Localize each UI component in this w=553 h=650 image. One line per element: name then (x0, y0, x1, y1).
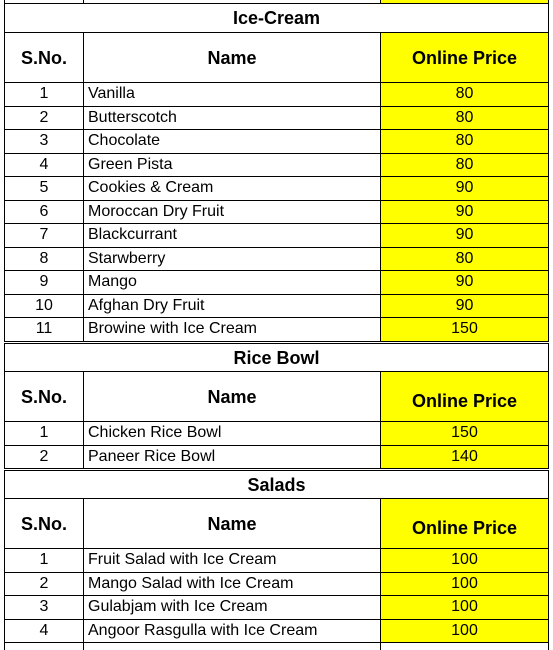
row-online-price: 80 (381, 154, 549, 178)
row-item-name: Chicken Rice Bowl (84, 422, 381, 446)
column-header-name: Name (84, 372, 381, 422)
row-sno: 1 (4, 422, 84, 446)
row-item-name: Paneer Rice Bowl (84, 446, 381, 470)
row-sno: 2 (4, 573, 84, 597)
row-item-name: Green Pista (84, 154, 381, 178)
row-sno: 10 (4, 295, 84, 319)
row-online-price: 140 (381, 446, 549, 470)
column-header-sno: S.No. (4, 372, 84, 422)
section-title: Ice-Cream (4, 4, 549, 33)
row-sno: 8 (4, 248, 84, 272)
row-sno: 2 (4, 446, 84, 470)
row-online-price: 90 (381, 177, 549, 201)
row-online-price: 80 (381, 83, 549, 107)
row-sno: 11 (4, 318, 84, 342)
row-sno: 4 (4, 620, 84, 644)
row-item-name: Mango (84, 271, 381, 295)
column-header-sno: S.No. (4, 499, 84, 549)
row-item-name: Fruit Salad with Ice Cream (84, 549, 381, 573)
row-online-price: 90 (381, 295, 549, 319)
row-sno: 1 (4, 549, 84, 573)
column-header-sno: S.No. (4, 33, 84, 83)
bottom-stub (84, 640, 381, 650)
row-item-name: Starwberry (84, 248, 381, 272)
row-item-name: Chocolate (84, 130, 381, 154)
column-header-online-price: Online Price (381, 372, 549, 422)
row-item-name: Browine with Ice Cream (84, 318, 381, 342)
row-sno: 1 (4, 83, 84, 107)
row-item-name: Butterscotch (84, 107, 381, 131)
column-header-online-price: Online Price (381, 33, 549, 83)
row-sno: 3 (4, 130, 84, 154)
row-item-name: Cookies & Cream (84, 177, 381, 201)
row-item-name: Gulabjam with Ice Cream (84, 596, 381, 620)
column-header-online-price: Online Price (381, 499, 549, 549)
row-item-name: Vanilla (84, 83, 381, 107)
section-title: Rice Bowl (4, 343, 549, 372)
row-item-name: Mango Salad with Ice Cream (84, 573, 381, 597)
row-item-name: Moroccan Dry Fruit (84, 201, 381, 225)
bottom-stub (4, 640, 84, 650)
row-sno: 5 (4, 177, 84, 201)
row-online-price: 80 (381, 248, 549, 272)
row-online-price: 80 (381, 130, 549, 154)
row-online-price: 90 (381, 271, 549, 295)
row-online-price: 100 (381, 596, 549, 620)
row-online-price: 150 (381, 318, 549, 342)
row-online-price: 90 (381, 201, 549, 225)
row-online-price: 150 (381, 422, 549, 446)
row-online-price: 100 (381, 573, 549, 597)
row-online-price: 100 (381, 620, 549, 644)
section-title: Salads (4, 470, 549, 499)
row-sno: 6 (4, 201, 84, 225)
row-online-price: 100 (381, 549, 549, 573)
row-sno: 7 (4, 224, 84, 248)
column-header-name: Name (84, 33, 381, 83)
row-sno: 9 (4, 271, 84, 295)
row-item-name: Afghan Dry Fruit (84, 295, 381, 319)
row-online-price: 80 (381, 107, 549, 131)
row-item-name: Angoor Rasgulla with Ice Cream (84, 620, 381, 644)
row-item-name: Blackcurrant (84, 224, 381, 248)
row-sno: 4 (4, 154, 84, 178)
row-sno: 2 (4, 107, 84, 131)
row-sno: 3 (4, 596, 84, 620)
row-online-price: 90 (381, 224, 549, 248)
column-header-name: Name (84, 499, 381, 549)
bottom-stub (381, 640, 549, 650)
